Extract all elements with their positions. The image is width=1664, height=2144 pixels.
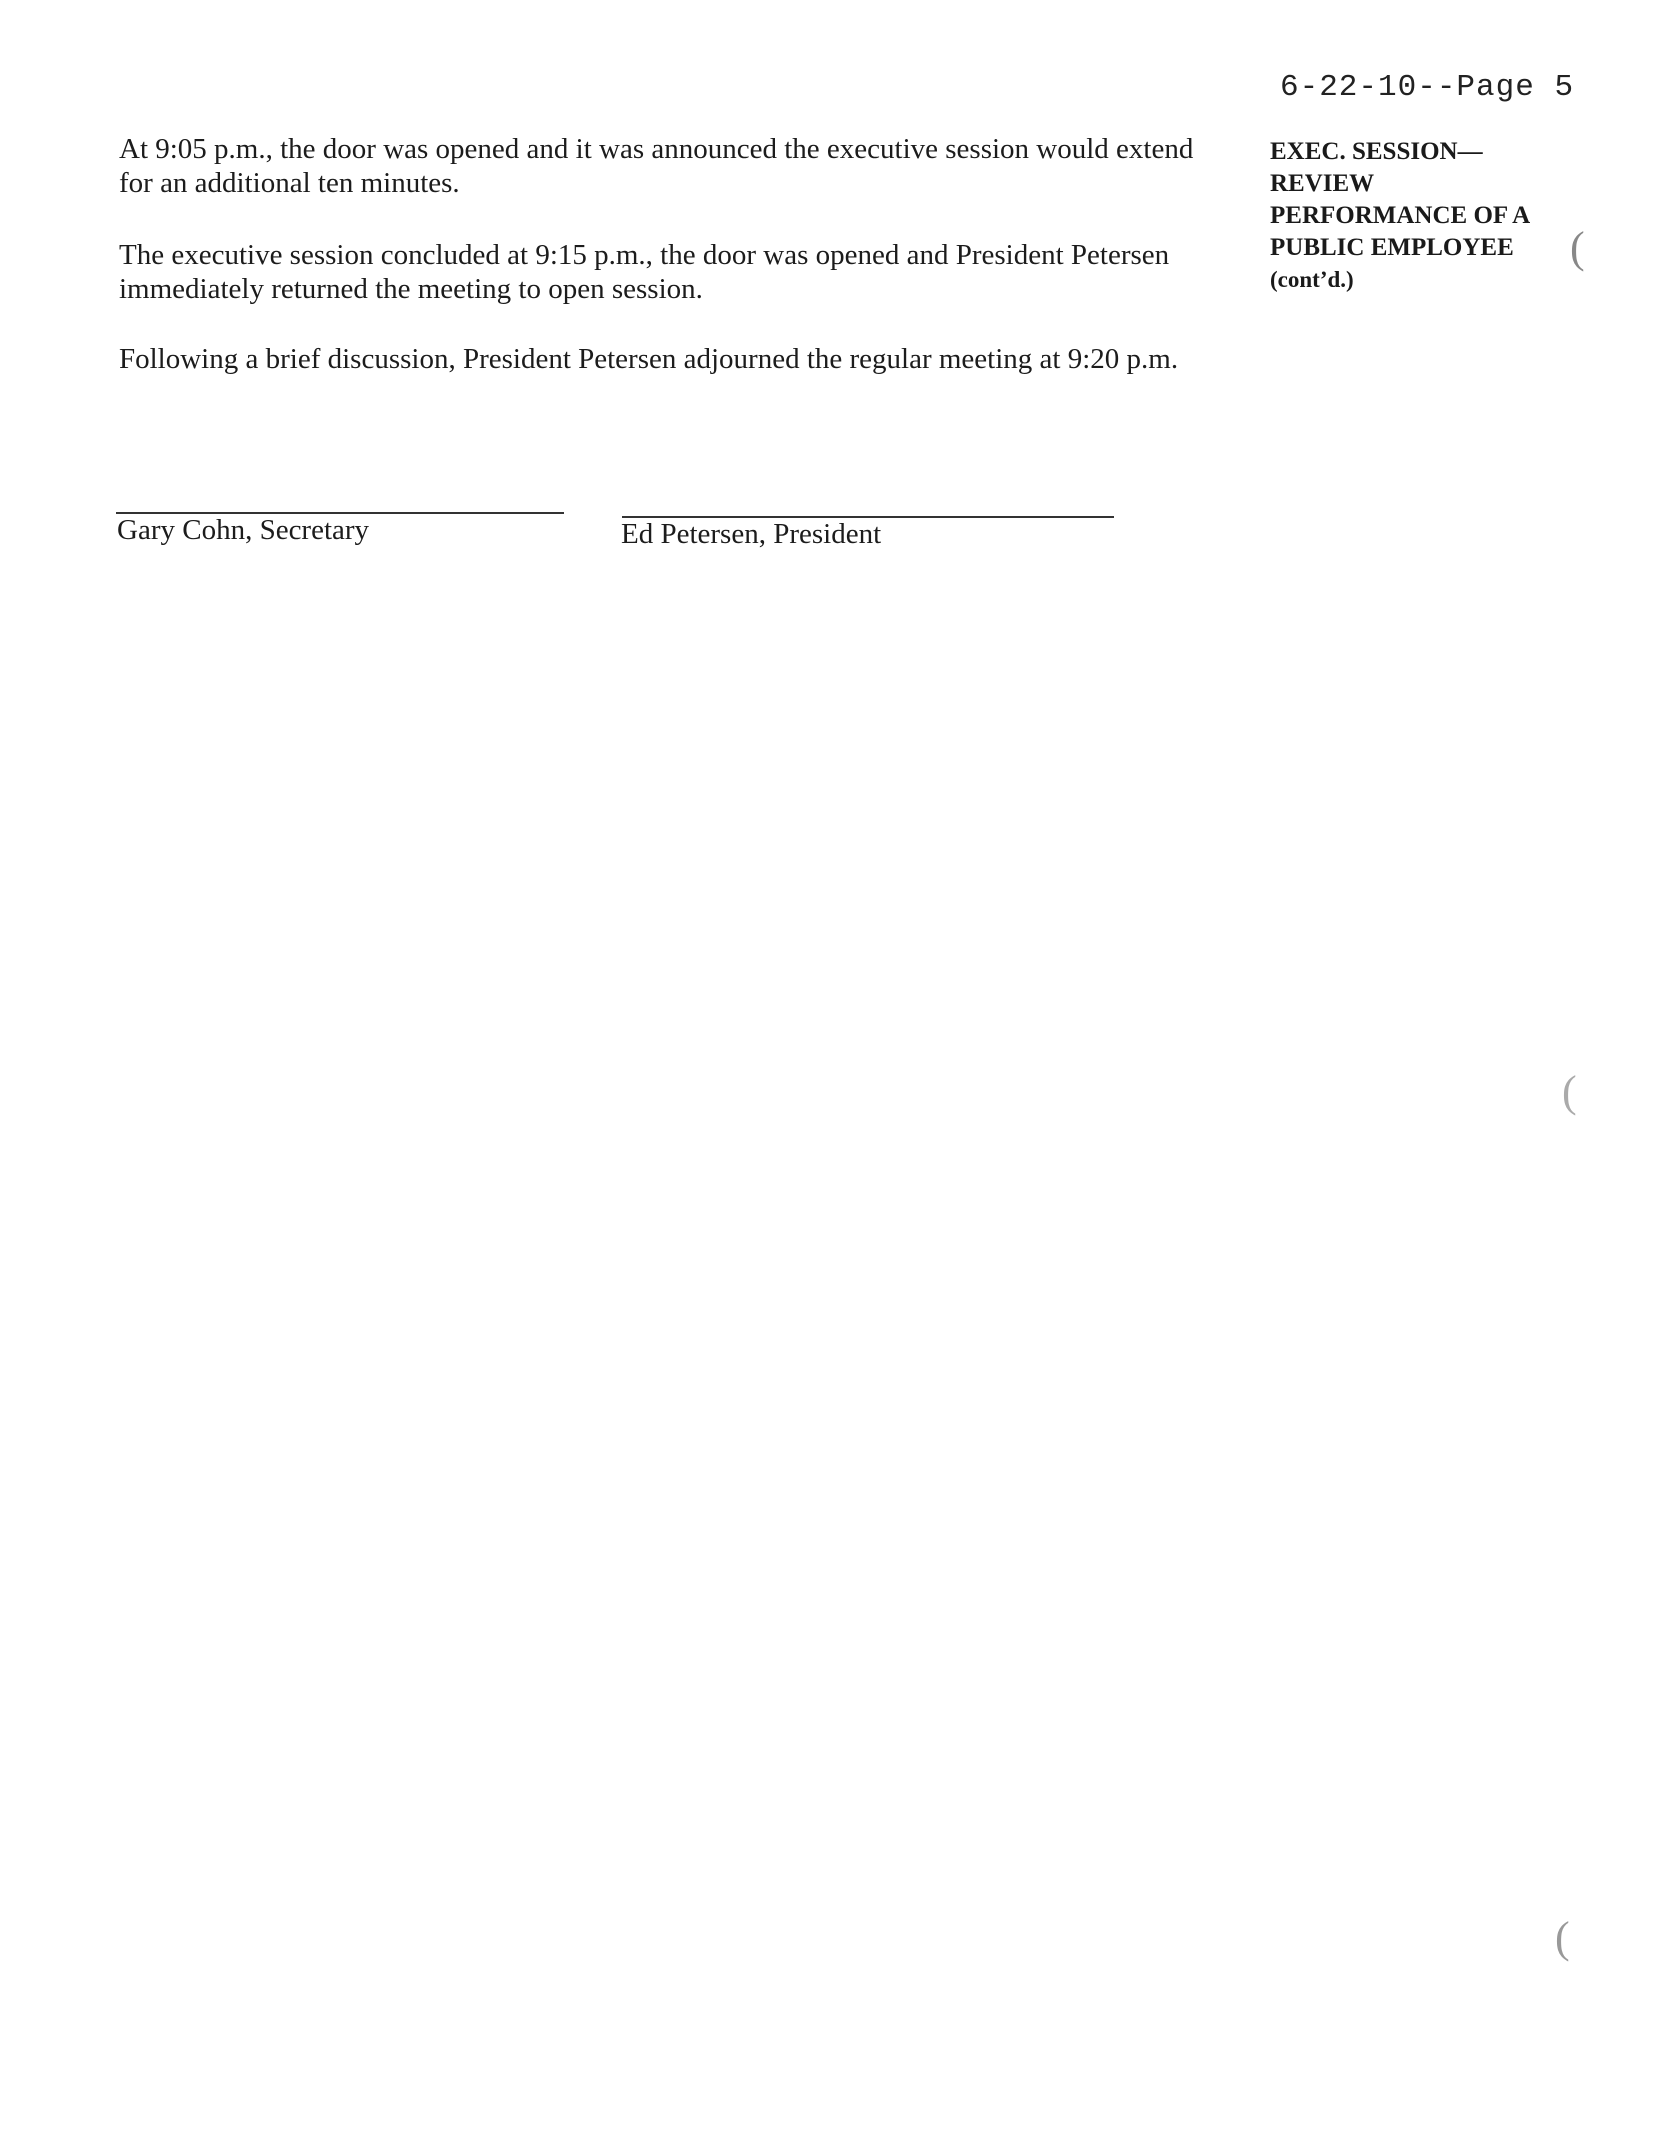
margin-heading-line: (cont’d.) [1270, 267, 1354, 292]
punch-hole-mark: ( [1570, 223, 1585, 272]
punch-hole-mark: ( [1562, 1067, 1577, 1116]
margin-section-heading [1270, 136, 1600, 296]
margin-heading-line: PERFORMANCE OF A [1270, 202, 1531, 229]
margin-heading-line: PUBLIC EMPLOYEE [1270, 234, 1514, 261]
punch-hole-mark: ( [1555, 1913, 1570, 1962]
secretary-signature-name: Gary Cohn, Secretary [117, 514, 370, 546]
paragraph-executive-session-concluded: The executive session concluded at 9:15 p.m., the door was opened and President Petersen immediately returned the meeting to open session. [119, 239, 1170, 305]
paragraph-executive-session-extended: At 9:05 p.m., the door was opened and it was announced the executive session would extend for an additional ten minutes. [119, 133, 1194, 199]
paragraph-meeting-adjourned: Following a brief discussion, President Petersen adjourned the regular meeting at 9:20 p.m. [119, 343, 1179, 375]
margin-heading-line: REVIEW [1270, 170, 1375, 197]
page-number: 6-22-10--Page 5 [1280, 70, 1575, 105]
margin-heading-line: EXEC. SESSION— [1270, 138, 1483, 165]
president-signature-name: Ed Petersen, President [621, 518, 882, 550]
